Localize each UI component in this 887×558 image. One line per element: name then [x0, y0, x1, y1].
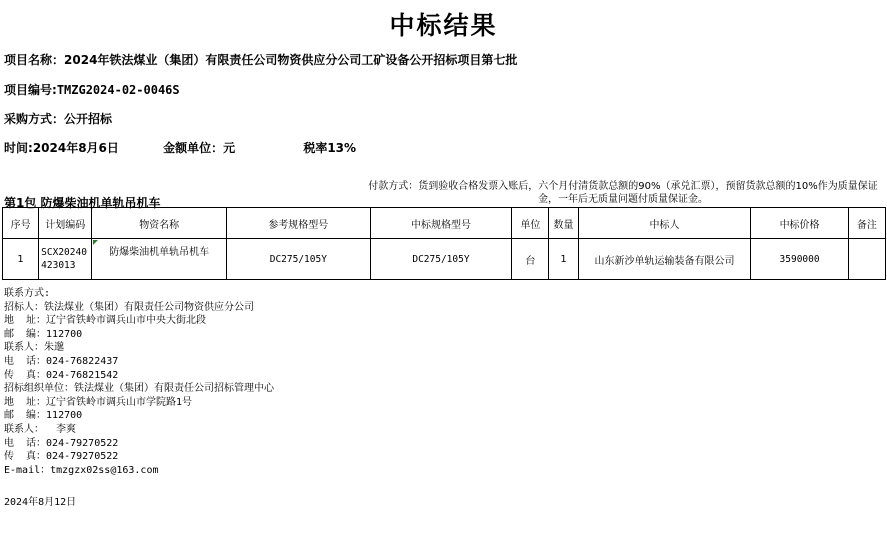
time-line	[4, 139, 356, 156]
procurement-method-line	[4, 110, 112, 127]
contact-line: 传 真：024-79270522	[4, 451, 119, 463]
project-name-value: 2024年铁法煤业（集团）有限责任公司物资供应分公司工矿设备公开招标项目第七批	[64, 53, 518, 67]
publish-date: 2024年8月12日	[4, 497, 77, 508]
col-header-plan-code: 计划编码	[39, 208, 92, 239]
contact-line: 地 址：辽宁省铁岭市调兵山市中央大街北段	[4, 315, 207, 327]
time-label: 时间:	[4, 141, 33, 155]
contact-line: 传 真：024-76821542	[4, 369, 119, 381]
currency-value: 元	[223, 141, 236, 155]
page-title: 中标结果	[389, 11, 498, 40]
cell-index: 1	[3, 239, 39, 280]
package-title: 第1包 防爆柴油机单轨吊机车	[4, 196, 161, 210]
project-name-line	[4, 51, 517, 68]
table-row	[3, 239, 886, 280]
cell-comment-marker-icon	[93, 240, 98, 245]
procurement-method-value: 公开招标	[64, 112, 113, 126]
tax-rate: 税率13%	[303, 141, 357, 155]
col-header-material-name: 物资名称	[92, 208, 227, 239]
col-header-price: 中标价格	[751, 208, 848, 239]
contact-info	[4, 287, 274, 477]
time-value: 2024年8月6日	[32, 141, 119, 155]
contact-line: E-mail：tmzgzx02ss@163.com	[4, 464, 159, 476]
cell-material-name: 防爆柴油机单轨吊机车	[92, 239, 227, 280]
currency-label: 金额单位：	[163, 141, 224, 155]
col-header-remark: 备注	[848, 208, 885, 239]
project-code-value: TMZG2024-02-0046S	[56, 83, 180, 97]
cell-award-spec: DC275/105Y	[370, 239, 512, 280]
contact-line: 联系人：朱邈	[4, 342, 64, 354]
project-name-label: 项目名称：	[4, 53, 65, 67]
col-header-index: 序号	[3, 208, 39, 239]
cell-ref-spec: DC275/105Y	[227, 239, 371, 280]
cell-winner: 山东新沙单轨运输装备有限公司	[578, 239, 751, 280]
payment-terms: 付款方式：货到验收合格发票入账后，六个月付清货款总额的90%（承兑汇票），预留货款总额的10%作为质量保证金，一年后无质量问题付质量保证金。	[368, 181, 878, 205]
contact-line: 地 址：辽宁省铁岭市调兵山市学院路1号	[4, 396, 193, 408]
award-table	[2, 207, 886, 280]
contact-line: 邮 编：112700	[4, 328, 83, 340]
col-header-unit: 单位	[512, 208, 549, 239]
contact-line: 邮 编：112700	[4, 410, 83, 422]
contact-line: 联系人： 李爽	[4, 423, 77, 435]
cell-quantity: 1	[549, 239, 578, 280]
contact-line: 电 话：024-76822437	[4, 355, 119, 367]
contact-line: 招标组织单位：铁法煤业（集团）有限责任公司招标管理中心	[4, 383, 274, 395]
contact-line: 招标人：铁法煤业（集团）有限责任公司物资供应分公司	[4, 301, 254, 313]
project-code-label: 项目编号:	[4, 83, 57, 97]
procurement-method-label: 采购方式：	[4, 112, 65, 126]
col-header-quantity: 数量	[549, 208, 578, 239]
contact-line: 联系方式:	[4, 288, 51, 299]
project-code-line	[4, 81, 180, 98]
col-header-ref-spec: 参考规格型号	[227, 208, 371, 239]
col-header-winner: 中标人	[578, 208, 751, 239]
contact-line: 电 话：024-79270522	[4, 437, 119, 449]
cell-remark	[848, 239, 885, 280]
cell-plan-code: SCX20240423013	[39, 239, 92, 280]
cell-price: 3590000	[751, 239, 848, 280]
cell-unit: 台	[512, 239, 549, 280]
col-header-award-spec: 中标规格型号	[370, 208, 512, 239]
table-header-row	[3, 208, 886, 239]
